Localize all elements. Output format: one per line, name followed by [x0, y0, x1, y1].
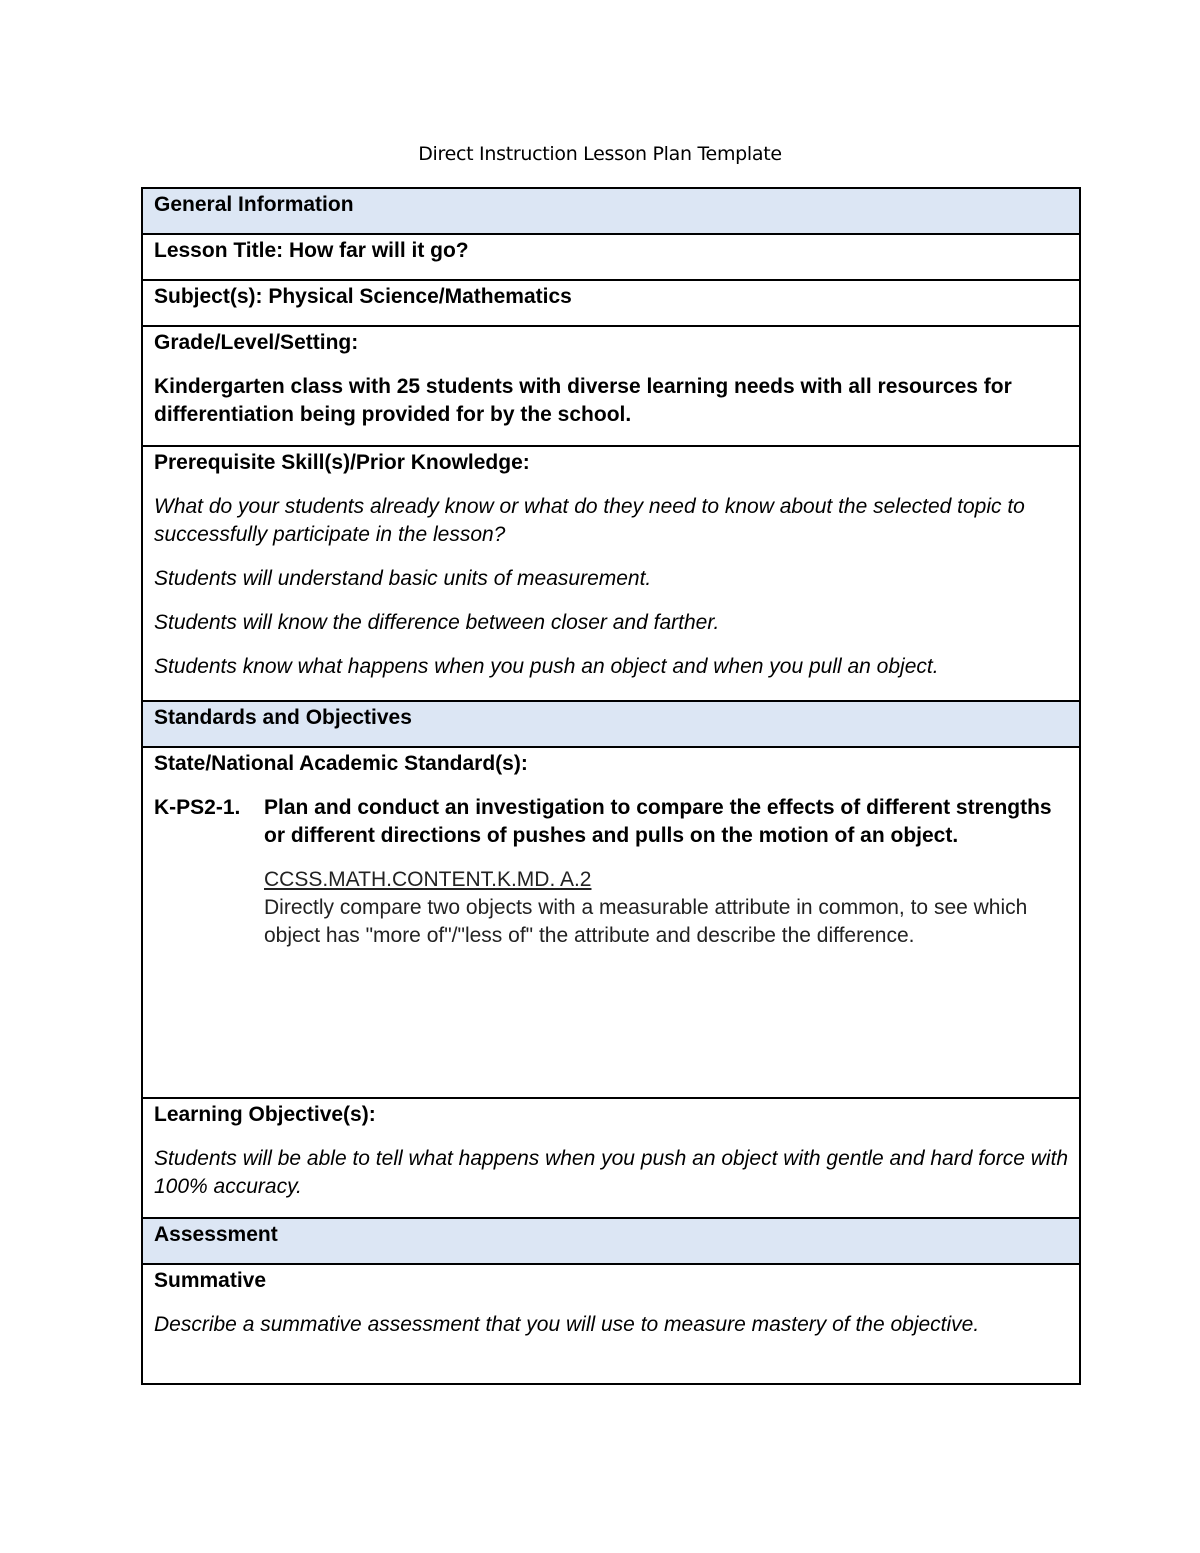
- ccss-standard-description: Directly compare two objects with a measurable attribute in common, to see which object has "more of"/"less of" the attribute and describe the difference.: [264, 896, 1028, 947]
- grade-level-setting-label: Grade/Level/Setting:: [154, 331, 359, 354]
- standard-text: Plan and conduct an investigation to compare the effects of different strengths or different directions of pushes and pulls on the motion of an object.: [264, 796, 1052, 847]
- grade-level-setting-row: [143, 327, 1079, 447]
- learning-objectives-text: Students will be able to tell what happens when you push an object with gentle and hard force with 100% accuracy.: [154, 1147, 1069, 1198]
- prerequisite-prompt: What do your students already know or what do they need to know about the selected topic to successfully participate in the lesson?: [154, 495, 1025, 546]
- section-header-assessment: Assessment: [143, 1219, 1079, 1265]
- standard-code: K-PS2-1.: [154, 796, 241, 819]
- document-title: Direct Instruction Lesson Plan Template: [418, 143, 782, 165]
- summative-row: [143, 1265, 1079, 1383]
- standard-content: [264, 794, 1069, 950]
- prerequisite-item: Students will understand basic units of measurement.: [154, 567, 652, 590]
- grade-level-setting-value: Kindergarten class with 25 students with diverse learning needs with all resources for differentiation being provided for by the school.: [154, 375, 1012, 426]
- prerequisite-item: Students know what happens when you push an object and when you pull an object.: [154, 655, 939, 678]
- section-header-standards-objectives: Standards and Objectives: [143, 702, 1079, 748]
- lesson-plan-table: [141, 187, 1081, 1385]
- section-header-general-information: General Information: [143, 189, 1079, 235]
- learning-objectives-row: [143, 1099, 1079, 1219]
- prerequisite-row: [143, 447, 1079, 702]
- standards-label: State/National Academic Standard(s):: [154, 752, 528, 775]
- summative-prompt: Describe a summative assessment that you will use to measure mastery of the objective.: [154, 1313, 980, 1336]
- lesson-title-row: Lesson Title: How far will it go?: [143, 235, 1079, 281]
- standards-row: [143, 748, 1079, 1099]
- learning-objectives-label: Learning Objective(s):: [154, 1103, 376, 1126]
- summative-label: Summative: [154, 1269, 267, 1292]
- prerequisite-label: Prerequisite Skill(s)/Prior Knowledge:: [154, 451, 530, 474]
- prerequisite-item: Students will know the difference between closer and farther.: [154, 611, 720, 634]
- subjects-row: Subject(s): Physical Science/Mathematics: [143, 281, 1079, 327]
- ccss-standard-link[interactable]: CCSS.MATH.CONTENT.K.MD. A.2: [264, 868, 592, 891]
- standard-block: [154, 794, 1069, 950]
